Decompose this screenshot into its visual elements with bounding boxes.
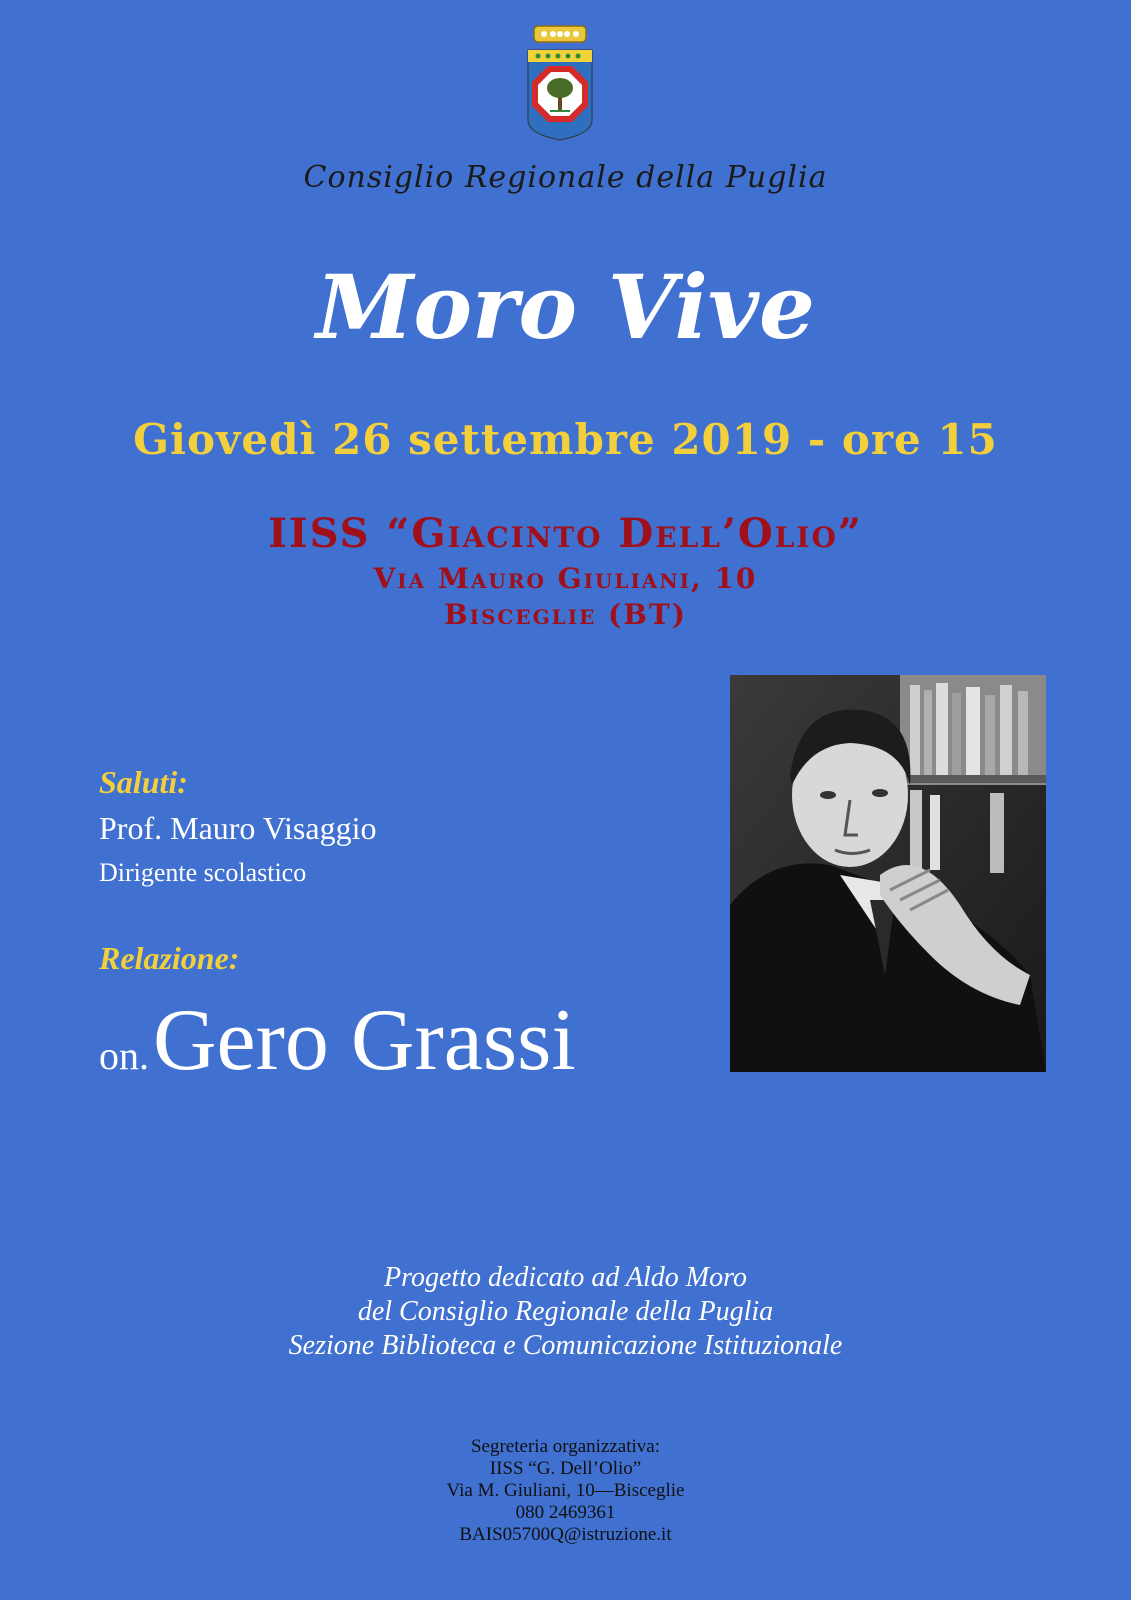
speaker-prefix: on. xyxy=(99,1033,149,1078)
project-line-3: Sezione Biblioteca e Comunicazione Istituzionale xyxy=(288,1330,843,1361)
project-line-2: del Consiglio Regionale della Puglia xyxy=(357,1296,774,1327)
venue-city: Bisceglie (BT) xyxy=(443,598,688,631)
contact-heading: Segreteria organizzativa: xyxy=(470,1436,661,1457)
speaker xyxy=(99,990,576,1091)
venue-street: Via Mauro Giuliani, 10 xyxy=(373,562,758,595)
speaker-name: Gero Grassi xyxy=(153,992,576,1089)
council-name: Consiglio Regionale della Puglia xyxy=(303,160,828,195)
talk-label: Relazione: xyxy=(99,940,240,976)
puglia-region-crest-icon xyxy=(522,22,598,146)
event-title: Moro Vive xyxy=(315,255,816,359)
greetings-label: Saluti: xyxy=(99,764,188,800)
contact-phone: 080 2469361 xyxy=(515,1502,616,1523)
event-date: Giovedì 26 settembre 2019 - ore 15 xyxy=(133,415,998,464)
venue-name: IISS “Giacinto Dell’Olio” xyxy=(268,510,863,557)
contact-school: IISS “G. Dell’Olio” xyxy=(489,1458,642,1479)
portrait-photo-icon xyxy=(730,675,1046,1072)
greetings-name: Prof. Mauro Visaggio xyxy=(99,810,377,846)
contact-email: BAIS05700Q@istruzione.it xyxy=(459,1524,672,1545)
project-line-1: Progetto dedicato ad Aldo Moro xyxy=(384,1262,747,1293)
greetings-role: Dirigente scolastico xyxy=(99,858,307,887)
contact-address: Via M. Giuliani, 10—Bisceglie xyxy=(446,1480,685,1501)
